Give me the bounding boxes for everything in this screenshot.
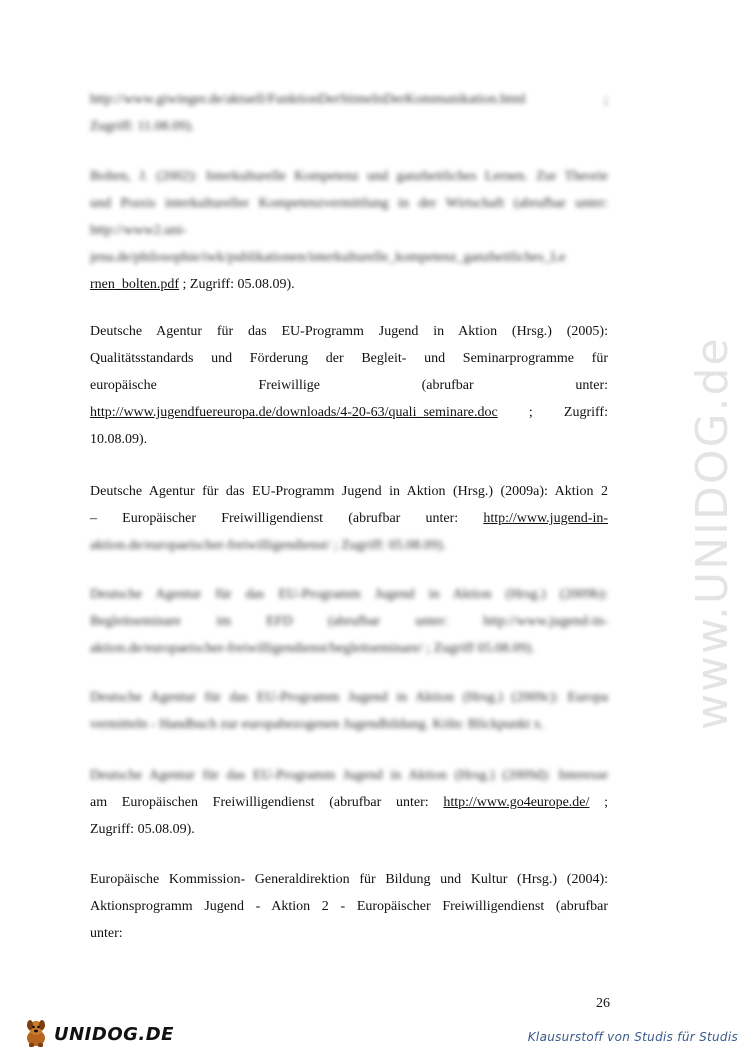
reference-line <box>90 399 608 426</box>
blurred-line: Zugriff: 11.08.09). <box>90 119 195 134</box>
reference-link[interactable]: http://www.go4europe.de/ <box>443 795 590 810</box>
blurred-line: jena.de/philosophie/iwk/publikationen/interkulturelle_kompetenz_ganzheitliches_Le <box>90 250 566 265</box>
reference-line: Qualitätsstandards und Förderung der Begleit- und Seminarprogramme für <box>90 351 608 366</box>
reference-entry-1 <box>90 86 608 140</box>
reference-line: Aktionsprogramm Jugend - Aktion 2 - Europäischer Freiwilligendienst (abrufbar <box>90 899 608 914</box>
reference-text: am Europäischen Freiwilligendienst (abrufbar unter: <box>90 795 444 810</box>
watermark: www.UNIDOG.de <box>687 336 738 730</box>
reference-line: Deutsche Agentur für das EU-Programm Jugend in Aktion (Hrsg.) (2009a): Aktion 2 <box>90 484 608 499</box>
reference-entry-7 <box>90 762 608 843</box>
reference-line: europäische Freiwillige (abrufbar unter: <box>90 378 608 393</box>
blurred-line: aktion.de/europaeischer-freiwilligendienst/ ; Zugriff: 05.08.09). <box>90 538 446 553</box>
reference-entry-4 <box>90 478 608 559</box>
reference-line: Zugriff: 05.08.09). <box>90 822 195 837</box>
reference-link[interactable]: http://www.jugendfuereuropa.de/downloads/4-20-63/quali_seminare.doc <box>90 405 498 420</box>
reference-line <box>90 271 608 298</box>
blurred-line: Deutsche Agentur für das EU-Programm Jugend in Aktion (Hrsg.) (2009c): Europa <box>90 690 608 705</box>
reference-text: ; <box>589 795 608 810</box>
blurred-line: http://www.giwinger.de/aktuell/FunktionDerStimeInDerKommunikation.html ; <box>90 92 608 107</box>
reference-line <box>90 789 608 816</box>
reference-link[interactable]: http://www.jugend-in- <box>483 511 608 526</box>
reference-text: ; Zugriff: <box>497 405 608 420</box>
reference-entry-8 <box>90 866 608 947</box>
reference-line <box>90 505 608 532</box>
logo-text: UNIDOG.DE <box>54 1024 174 1045</box>
blurred-line: http://www2.uni- <box>90 223 187 238</box>
blurred-line: Deutsche Agentur für das EU-Programm Jugend in Aktion (Hrsg.) (2009b): <box>90 587 608 602</box>
reference-entry-2 <box>90 163 608 298</box>
blurred-line: und Praxis interkultureller Kompetenzvermittlung in der Wirtschaft (abrufbar unter: <box>90 196 608 211</box>
blurred-line: Bolten, J. (2002): Interkulturelle Kompetenz und ganzheitliches Lernen. Zur Theorie <box>90 169 608 184</box>
reference-text: – Europäischer Freiwilligendienst (abrufbar unter: <box>90 511 484 526</box>
blurred-line: Deutsche Agentur für das EU-Programm Jugend in Aktion (Hrsg.) (2009d): Interesse <box>90 768 608 783</box>
reference-entry-5 <box>90 581 608 662</box>
reference-entry-6 <box>90 684 608 738</box>
blurred-line: vermitteln - Handbuch zur europabezogenen Jugendbildung. Köln: Blickpunkt x. <box>90 717 545 732</box>
reference-line: Europäische Kommission- Generaldirektion für Bildung und Kultur (Hrsg.) (2004): <box>90 872 608 887</box>
blurred-line: aktion.de/europaeischer-freiwilligendienst/begleitseminare/ ; Zugriff 05.08.09). <box>90 641 535 656</box>
reference-entry-3 <box>90 318 608 453</box>
unidog-logo[interactable] <box>22 1018 174 1050</box>
page-number: 26 <box>596 996 610 1011</box>
reference-line: 10.08.09). <box>90 432 148 447</box>
footer-tagline: Klausurstoff von Studis für Studis <box>527 1030 738 1044</box>
reference-line: Deutsche Agentur für das EU-Programm Jugend in Aktion (Hrsg.) (2005): <box>90 324 608 339</box>
dog-icon <box>22 1018 50 1048</box>
reference-line: unter: <box>90 926 123 941</box>
reference-text: ; Zugriff: 05.08.09). <box>179 277 295 292</box>
reference-link[interactable]: rnen_bolten.pdf <box>90 277 180 292</box>
blurred-line: Begleitseminare im EFD (abrufbar unter: http://www.jugend-in- <box>90 614 608 629</box>
